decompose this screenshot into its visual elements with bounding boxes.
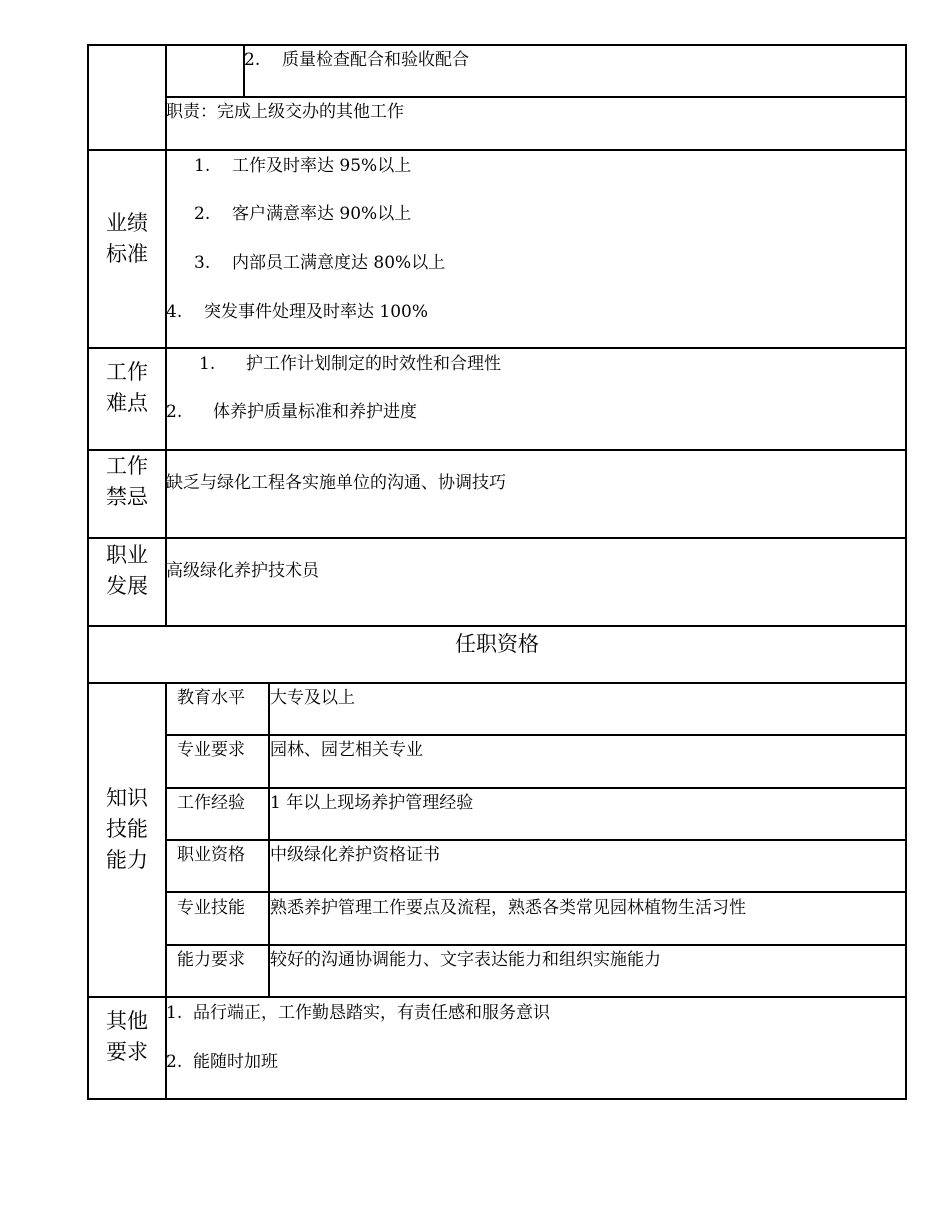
qualification-key: 职业资格: [177, 845, 245, 865]
other-label: 其他要求: [106, 1009, 148, 1064]
row-divider: [87, 682, 907, 684]
table-border-bottom: [87, 1098, 907, 1100]
qualification-row-divider: [165, 839, 907, 841]
row-divider: [87, 347, 907, 349]
row-divider: [165, 96, 907, 98]
qualification-label: 知识技能能力: [106, 786, 148, 872]
row-divider: [87, 149, 907, 151]
qualification-value: 1 年以上现场养护管理经验: [270, 793, 474, 813]
performance-item-number: 3.: [194, 253, 211, 273]
qualification-key: 专业要求: [177, 740, 245, 760]
performance-item-text: 工作及时率达 95%以上: [232, 156, 412, 176]
qualification-title: 任职资格: [455, 632, 539, 656]
qualification-key: 能力要求: [177, 950, 245, 970]
other-item: 1. 品行端正，工作勤恳踏实，有责任感和服务意识: [166, 1003, 551, 1023]
row-divider: [87, 449, 907, 451]
difficulty-item-text: 体养护质量标准和养护进度: [213, 402, 417, 422]
top-item-number: 2.: [244, 50, 261, 70]
row-divider: [87, 996, 907, 998]
label-column-divider: [165, 44, 167, 627]
performance-item-number: 4.: [166, 302, 183, 322]
qualification-row-divider: [165, 734, 907, 736]
performance-item-text: 突发事件处理及时率达 100%: [204, 302, 429, 322]
qualification-value: 中级绿化养护资格证书: [270, 845, 440, 865]
qualification-row-divider: [165, 787, 907, 789]
performance-item-text: 客户满意率达 90%以上: [232, 204, 412, 224]
career-label: 职业发展: [106, 543, 148, 598]
qualification-row-divider: [165, 944, 907, 946]
other-item: 2. 能随时加班: [166, 1052, 279, 1072]
performance-label: 业绩标准: [106, 211, 148, 266]
top-item-text: 质量检查配合和验收配合: [282, 50, 469, 70]
qualification-key: 工作经验: [177, 793, 245, 813]
table-border-top: [87, 44, 907, 46]
qualification-value: 较好的沟通协调能力、文字表达能力和组织实施能力: [270, 950, 661, 970]
qualification-value: 园林、园艺相关专业: [270, 740, 423, 760]
performance-item-number: 1.: [194, 156, 211, 176]
qualification-key: 专业技能: [177, 898, 245, 918]
difficulty-item-number: 2.: [166, 402, 183, 422]
qualification-key: 教育水平: [177, 688, 245, 708]
table-border-right: [905, 44, 907, 1100]
duty-text: 职责：完成上级交办的其他工作: [166, 102, 404, 122]
difficulty-label: 工作难点: [106, 360, 148, 415]
taboo-label: 工作禁忌: [106, 454, 148, 509]
career-text: 高级绿化养护技术员: [166, 561, 319, 581]
qualification-value: 熟悉养护管理工作要点及流程，熟悉各类常见园林植物生活习性: [270, 898, 746, 918]
table-border-left: [87, 44, 89, 1100]
qualification-value: 大专及以上: [270, 688, 355, 708]
difficulty-item-text: 护工作计划制定的时效性和合理性: [246, 354, 501, 374]
row-divider: [87, 625, 907, 627]
performance-item-text: 内部员工满意度达 80%以上: [232, 253, 446, 273]
qualification-row-divider: [165, 891, 907, 893]
difficulty-item-number: 1.: [199, 354, 216, 374]
taboo-text: 缺乏与绿化工程各实施单位的沟通、协调技巧: [166, 473, 506, 493]
performance-item-number: 2.: [194, 204, 211, 224]
row-divider: [87, 537, 907, 539]
